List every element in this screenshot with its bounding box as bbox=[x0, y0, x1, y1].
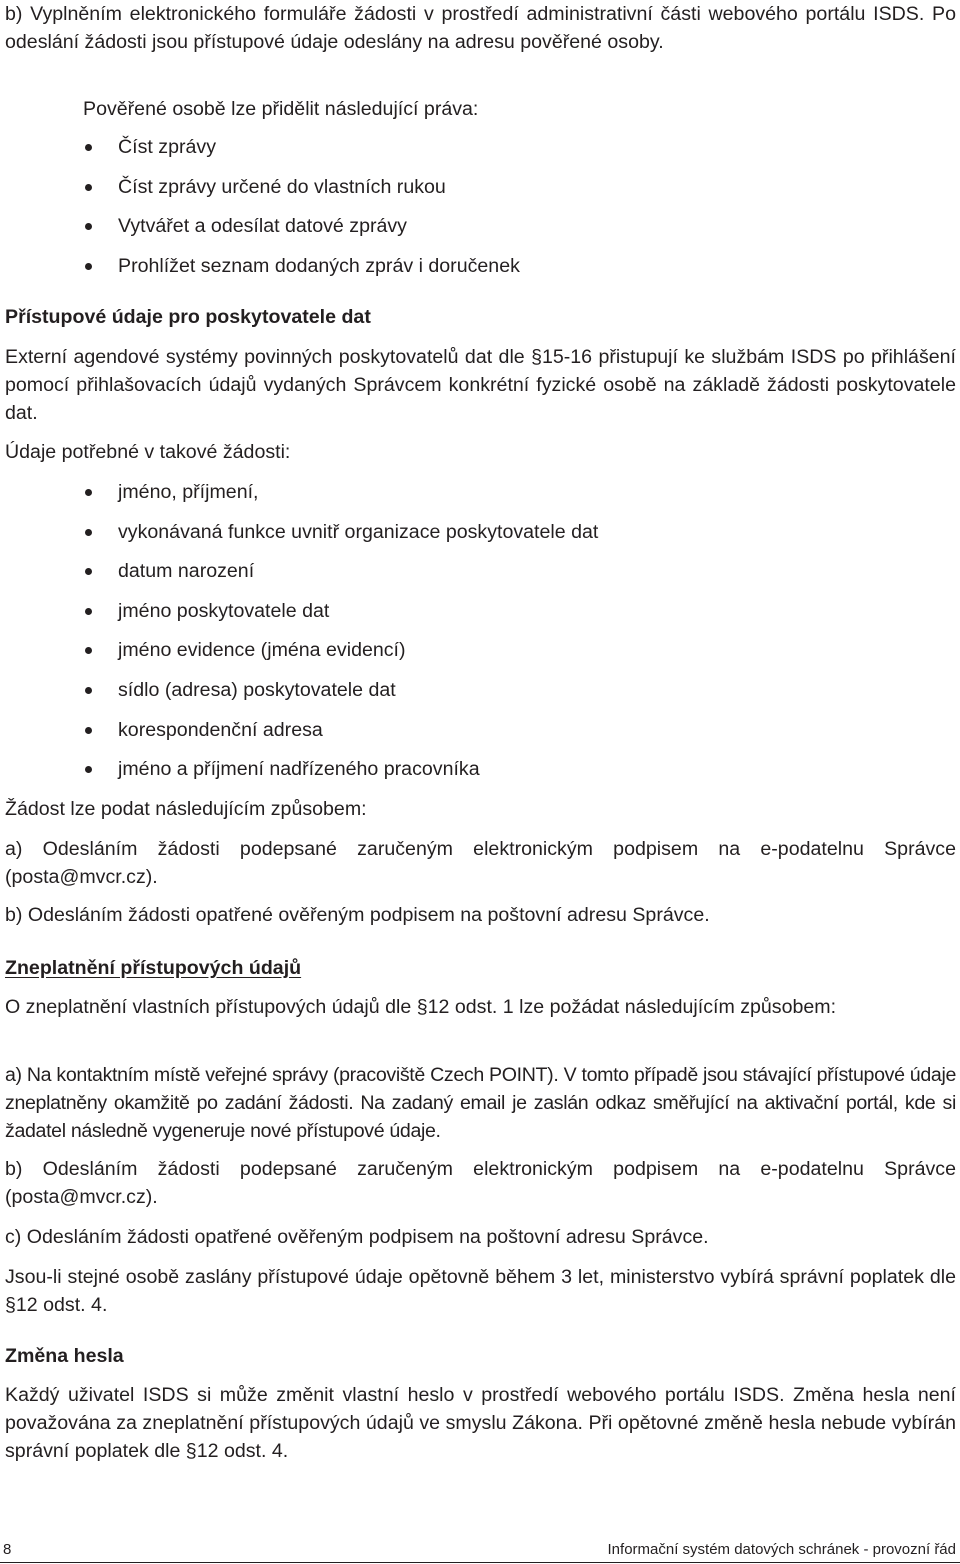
footer-title: Informační systém datových schránek - provozní řád bbox=[607, 1541, 956, 1558]
paragraph-providers: Externí agendové systémy povinných poskytovatelů dat dle §15-16 přistupují ke službám ISDS po přihlášení pomocí přihlašovacích údajů vydaných Správcem konkrétní fyzické osobě na základě žádosti poskytovatele dat. bbox=[5, 346, 956, 424]
method-a: a) Odesláním žádosti podepsané zaručeným elektronickým podpisem na e-podatelnu Správce (posta@mvcr.cz). bbox=[5, 838, 956, 888]
bullet-icon bbox=[85, 223, 92, 230]
bullet-icon bbox=[85, 727, 92, 734]
invalidation-option-b: b) Odesláním žádosti podepsané zaručeným elektronickým podpisem na e-podatelnu Správce (posta@mvcr.cz). bbox=[5, 1158, 956, 1208]
bullet-icon bbox=[85, 608, 92, 615]
paragraph-password-change: Každý uživatel ISDS si může změnit vlastní heslo v prostředí webového portálu ISDS. Změna hesla není považována za zneplatnění přístupových údajů ve smyslu Zákona. Při opětovné změně hesla nebude vybírán správní poplatek dle §12 odst. 4. bbox=[5, 1384, 956, 1462]
bullet-icon bbox=[85, 144, 92, 151]
invalidation-intro: O zneplatnění vlastních přístupových údajů dle §12 odst. 1 lze požádat následujícím způsobem: bbox=[5, 996, 837, 1018]
heading-providers: Přístupové údaje pro poskytovatele dat bbox=[5, 306, 371, 328]
paragraph-form-submission: b) Vyplněním elektronického formuláře žádosti v prostředí administrativní části webového portálu ISDS. Po odeslání žádosti jsou přístupové údaje odeslány na adresu pověřené osoby. bbox=[5, 3, 956, 53]
bullet-icon bbox=[85, 263, 92, 270]
invalidation-option-a: a) Na kontaktním místě veřejné správy (pracoviště Czech POINT). V tomto případě jsou stávající přístupové údaje zneplatněny okamžitě po zadání žádosti. Na zadaný email je zaslán odkaz směřující na aktivační portál, kde si žadatel následně vygeneruje nové přístupové údaje. bbox=[5, 1064, 956, 1142]
footer-divider bbox=[0, 1562, 960, 1563]
heading-password-change: Změna hesla bbox=[5, 1345, 124, 1367]
page-number: 8 bbox=[3, 1541, 12, 1558]
method-intro: Žádost lze podat následujícím způsobem: bbox=[5, 798, 367, 820]
invalidation-option-c: c) Odesláním žádosti opatřené ověřeným podpisem na poštovní adresu Správce. bbox=[5, 1226, 709, 1248]
bullet-icon bbox=[85, 687, 92, 694]
bullet-icon bbox=[85, 766, 92, 773]
heading-invalidation: Zneplatnění přístupových údajů bbox=[5, 957, 302, 979]
bullet-icon bbox=[85, 489, 92, 496]
bullet-icon bbox=[85, 529, 92, 536]
invalidation-fee-note: Jsou-li stejné osobě zaslány přístupové údaje opětovně během 3 let, ministerstvo vybírá správní poplatek dle §12 odst. 4. bbox=[5, 1266, 956, 1316]
bullet-icon bbox=[85, 647, 92, 654]
method-b: b) Odesláním žádosti opatřené ověřeným podpisem na poštovní adresu Správce. bbox=[5, 904, 710, 926]
bullet-icon bbox=[85, 184, 92, 191]
request-intro: Údaje potřebné v takové žádosti: bbox=[5, 441, 291, 463]
bullet-icon bbox=[85, 568, 92, 575]
rights-intro: Pověřené osobě lze přidělit následující práva: bbox=[83, 98, 479, 120]
